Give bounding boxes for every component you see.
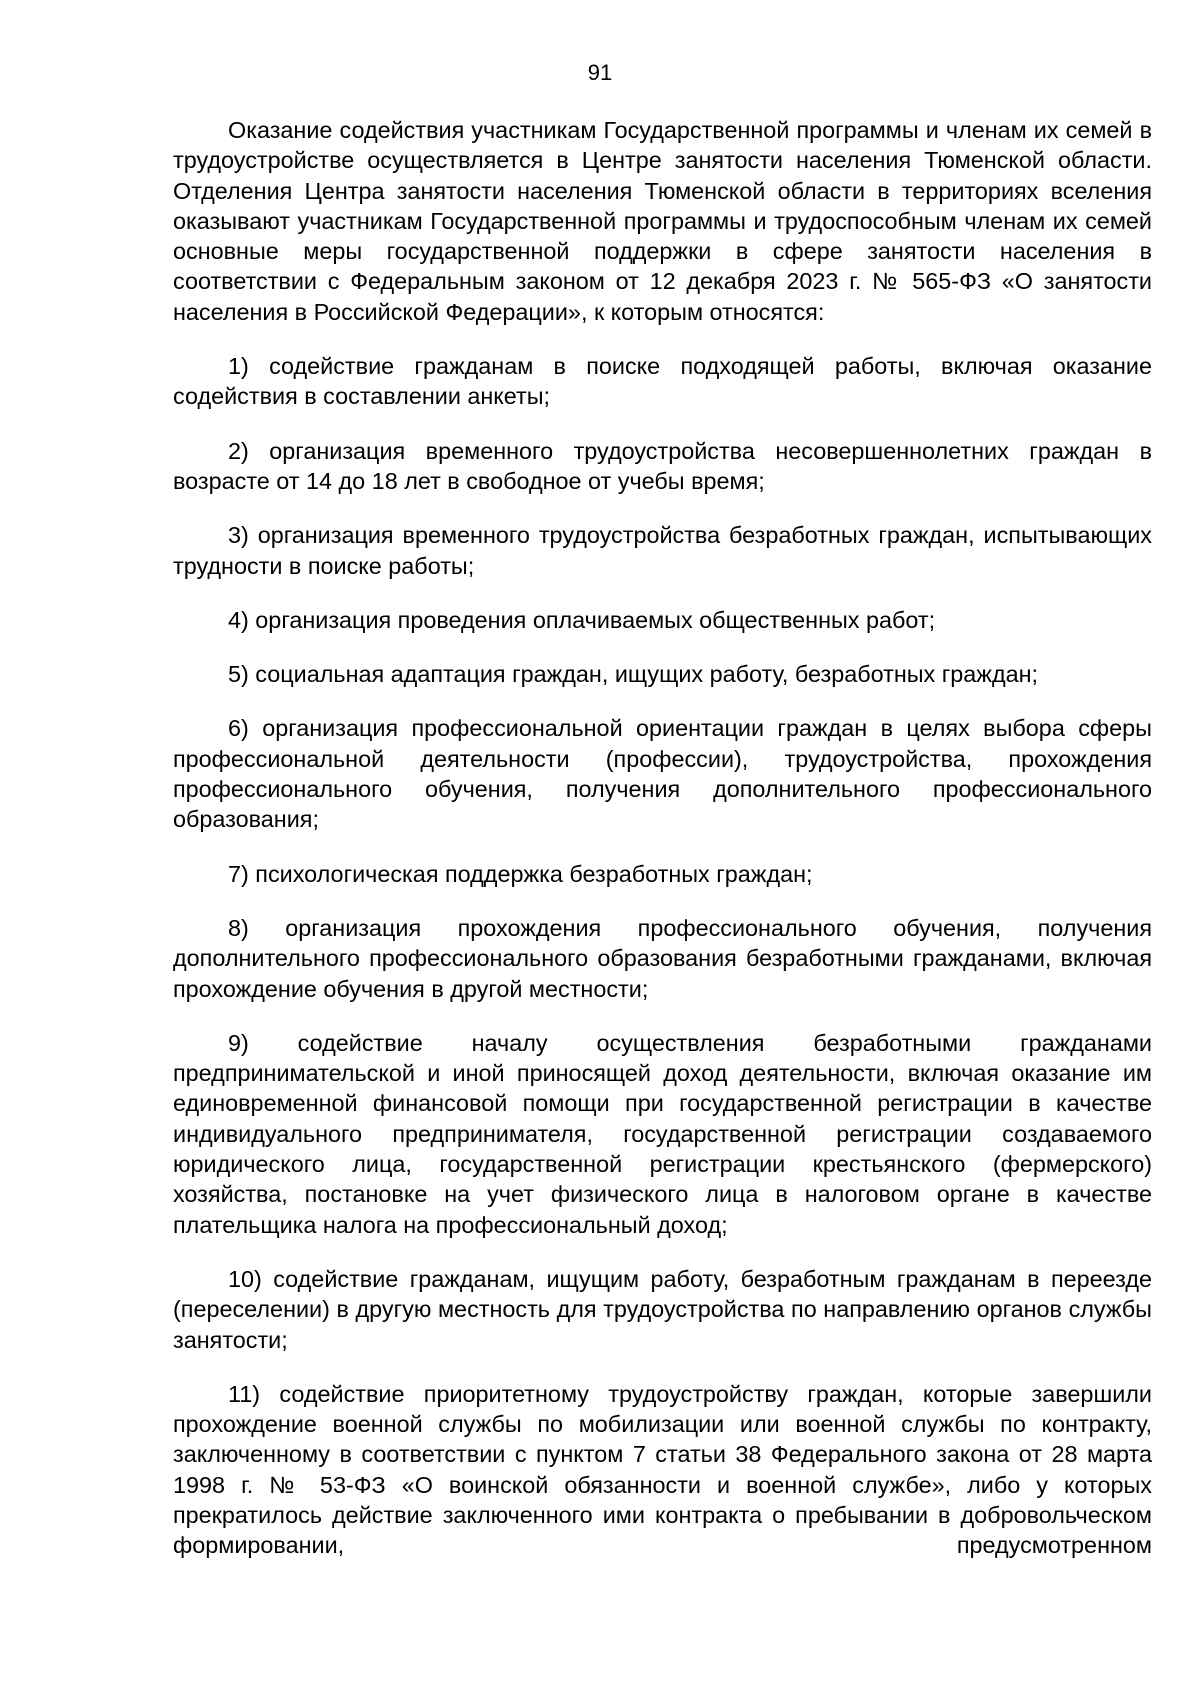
list-item-1: 1) содействие гражданам в поиске подходящей работы, включая оказание содействия в составлении анкеты; (173, 353, 1152, 410)
page-number: 91 (587, 60, 613, 85)
document-body (173, 115, 1152, 1585)
list-item-6: 6) организация профессиональной ориентации граждан в целях выбора сферы профессиональной деятельности (профессии), трудоустройства, прохождения профессионального обучения, получения дополнительного профессионального образования; (173, 715, 1152, 833)
intro-paragraph: Оказание содействия участникам Государственной программы и членам их семей в трудоустройстве осуществляется в Центре занятости населения Тюменской области. Отделения Центра занятости населения Тюменской области в территориях вселения оказывают участникам Государственной программы и трудоспособным членам их семей основные меры государственной поддержки в сфере занятости населения в соответствии с Федеральным законом от 12 декабря 2023 г. № 565-ФЗ «О занятости населения в Российской Федерации», к которым относятся: (173, 117, 1152, 325)
list-item-4: 4) организация проведения оплачиваемых общественных работ; (228, 606, 936, 633)
list-item-2: 2) организация временного трудоустройства несовершеннолетних граждан в возрасте от 14 до 18 лет в свободное от учебы время; (173, 437, 1152, 494)
list-item-7: 7) психологическая поддержка безработных граждан; (228, 860, 813, 887)
list-item-3: 3) организация временного трудоустройства безработных граждан, испытывающих трудности в поиске работы; (173, 522, 1152, 579)
list-item-10: 10) содействие гражданам, ищущим работу, безработным гражданам в переезде (переселении) в другую местность для трудоустройства по направлению органов службы занятости; (173, 1265, 1152, 1353)
list-item-9: 9) содействие началу осуществления безработными гражданами предпринимательской и иной приносящей доход деятельности, включая оказание им единовременной финансовой помощи при государственной регистрации в качестве индивидуального предпринимателя, государственной регистрации создаваемого юридического лица, государственной регистрации крестьянского (фермерского) хозяйства, постановке на учет физического лица в налоговом органе в качестве плательщика налога на профессиональный доход; (173, 1029, 1152, 1238)
list-item-8: 8) организация прохождения профессионального обучения, получения дополнительного профессионального образования безработными гражданами, включая прохождение обучения в другой местности; (173, 914, 1152, 1002)
list-item-5: 5) социальная адаптация граждан, ищущих работу, безработных граждан; (228, 661, 1039, 688)
list-item-11: 11) содействие приоритетному трудоустройству граждан, которые завершили прохождение военной службы по мобилизации или военной службы по контракту, заключенному в соответствии с пунктом 7 статьи 38 Федерального закона от 28 марта 1998 г. № 53-ФЗ «О воинской обязанности и военной службе», либо у которых прекратилось действие заключенного ими контракта о пребывании в добровольческом формировании, предусмотренном (173, 1380, 1152, 1559)
